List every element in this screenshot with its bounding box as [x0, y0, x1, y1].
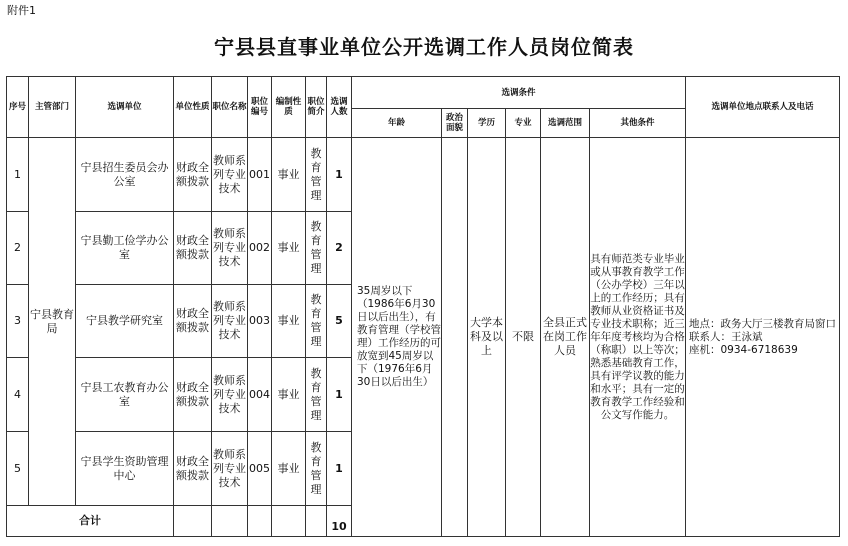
positions-table: [6, 76, 840, 537]
page-title: 宁县县直事业单位公开选调工作人员岗位简表: [214, 35, 634, 59]
attachment-label: 附件1: [7, 4, 36, 17]
political-cell: [442, 138, 468, 537]
header-post-code: 职位编号: [248, 77, 272, 138]
other-conditions-cell: 具有师范类专业毕业或从事教育教学工作（公办学校）三年以上的工作经历；具有教师从业资格证书及专业技术职称；近三年年度考核均为合格（称职）以上等次；熟悉基础教育工作，具有评学议教的能力和水平；具有一定的教育教学工作经验和公文写作能力。: [590, 138, 686, 537]
row-staffing: 事业: [272, 212, 306, 285]
row-nature: 财政全额拨款: [174, 358, 212, 432]
row-post-name: 教师系列专业技术: [212, 358, 248, 432]
total-empty-cell: [306, 506, 327, 537]
row-desc: 教育管理: [306, 285, 327, 358]
row-post-name: 教师系列专业技术: [212, 285, 248, 358]
row-code: 005: [248, 432, 272, 506]
header-unit-nature: 单位性质: [174, 77, 212, 138]
row-post-name: 教师系列专业技术: [212, 432, 248, 506]
row-desc: 教育管理: [306, 432, 327, 506]
row-nature: 财政全额拨款: [174, 138, 212, 212]
total-empty-cell: [272, 506, 306, 537]
contact-cell: [686, 138, 840, 537]
total-count: 10: [327, 506, 352, 537]
row-count: 1: [327, 138, 352, 212]
total-empty-cell: [174, 506, 212, 537]
scope-cell: 全县正式在岗工作人员: [541, 138, 590, 537]
row-code: 002: [248, 212, 272, 285]
row-desc: 教育管理: [306, 138, 327, 212]
header-other: 其他条件: [590, 109, 686, 138]
row-staffing: 事业: [272, 432, 306, 506]
header-political: 政治面貌: [442, 109, 468, 138]
header-post-desc: 职位简介: [306, 77, 327, 138]
header-dept: 主管部门: [29, 77, 76, 138]
header-contact: 选调单位地点联系人及电话: [686, 77, 840, 138]
row-unit: 宁县教学研究室: [76, 285, 174, 358]
header-staffing: 编制性质: [272, 77, 306, 138]
total-empty-cell: [212, 506, 248, 537]
row-seq: 4: [7, 358, 29, 432]
row-post-name: 教师系列专业技术: [212, 212, 248, 285]
row-unit: 宁县招生委员会办公室: [76, 138, 174, 212]
row-seq: 5: [7, 432, 29, 506]
total-empty-cell: [248, 506, 272, 537]
header-post-name: 职位名称: [212, 77, 248, 138]
row-staffing: 事业: [272, 138, 306, 212]
header-conditions: 选调条件: [352, 77, 686, 109]
row-count: 5: [327, 285, 352, 358]
contact-location: 地点：政务大厅三楼教育局窗口: [689, 317, 836, 330]
row-unit: 宁县工农教育办公室: [76, 358, 174, 432]
row-staffing: 事业: [272, 358, 306, 432]
header-major: 专业: [506, 109, 541, 138]
education-cell: 大学本科及以上: [468, 138, 506, 537]
major-cell: 不限: [506, 138, 541, 537]
age-cell: 35周岁以下（1986年6月30日以后出生），有教育管理（学校管理）工作经历的可放宽到45周岁以下（1976年6月30日以后出生）: [352, 138, 442, 537]
header-education: 学历: [468, 109, 506, 138]
row-unit: 宁县学生资助管理中心: [76, 432, 174, 506]
row-count: 1: [327, 358, 352, 432]
header-scope: 选调范围: [541, 109, 590, 138]
row-nature: 财政全额拨款: [174, 432, 212, 506]
row-code: 004: [248, 358, 272, 432]
row-staffing: 事业: [272, 285, 306, 358]
row-desc: 教育管理: [306, 358, 327, 432]
row-unit: 宁县勤工俭学办公室: [76, 212, 174, 285]
dept-cell: 宁县教育局: [29, 138, 76, 506]
contact-person: 联系人：王泳斌: [689, 330, 763, 343]
row-code: 001: [248, 138, 272, 212]
contact-phone: 座机：0934-6718639: [689, 343, 798, 356]
header-count: 选调人数: [327, 77, 352, 138]
row-count: 2: [327, 212, 352, 285]
row-code: 003: [248, 285, 272, 358]
row-seq: 2: [7, 212, 29, 285]
row-count: 1: [327, 432, 352, 506]
header-seq: 序号: [7, 77, 29, 138]
row-desc: 教育管理: [306, 212, 327, 285]
row-seq: 3: [7, 285, 29, 358]
table-row: [7, 138, 840, 212]
row-nature: 财政全额拨款: [174, 212, 212, 285]
row-post-name: 教师系列专业技术: [212, 138, 248, 212]
row-seq: 1: [7, 138, 29, 212]
total-label: 合计: [7, 506, 174, 537]
header-unit: 选调单位: [76, 77, 174, 138]
row-nature: 财政全额拨款: [174, 285, 212, 358]
header-age: 年龄: [352, 109, 442, 138]
